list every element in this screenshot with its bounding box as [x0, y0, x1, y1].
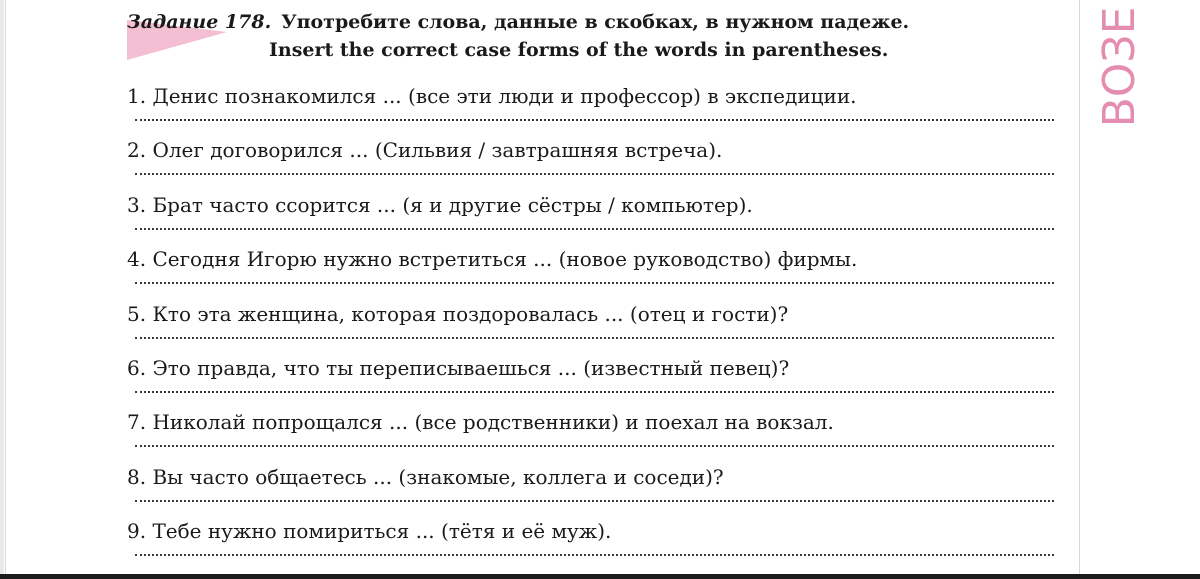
item-text: 7. Николай попрощался ... (все родственники) и поехал на вокзал. [127, 410, 834, 435]
bottom-edge [0, 574, 1200, 579]
exercise-item [127, 190, 1062, 244]
item-text: 6. Это правда, что ты переписываешься ... (известный певец)? [127, 355, 790, 380]
margin-rule [1079, 0, 1080, 579]
answer-line[interactable] [135, 500, 1054, 502]
exercise-item [127, 299, 1062, 353]
answer-line[interactable] [135, 391, 1054, 393]
exercise-item [127, 135, 1062, 189]
instruction-ru: Употребите слова, данные в скобках, в нужном падеже. [281, 11, 910, 33]
side-label [1094, 4, 1145, 129]
answer-line[interactable] [135, 282, 1054, 284]
exercise-number: Задание 178. [127, 11, 272, 33]
answer-line[interactable] [135, 337, 1054, 339]
answer-line[interactable] [135, 554, 1054, 556]
exercise-header [127, 8, 1067, 64]
exercise-item [127, 407, 1062, 461]
instruction-en: Insert the correct case forms of the words in parentheses. [269, 39, 889, 61]
header-line-ru [127, 8, 1067, 36]
answer-line[interactable] [135, 119, 1054, 121]
page-edge-line [5, 0, 6, 579]
answer-line[interactable] [135, 228, 1054, 230]
item-text: 5. Кто эта женщина, которая поздоровалась ... (отец и гости)? [127, 301, 789, 326]
exercise-items [127, 81, 1062, 571]
exercise-item [127, 462, 1062, 516]
item-text: 8. Вы часто общаетесь ... (знакомые, коллега и соседи)? [127, 464, 724, 489]
item-text: 2. Олег договорился ... (Сильвия / завтрашняя встреча). [127, 138, 723, 163]
item-text: 9. Тебе нужно помириться ... (тётя и её муж). [127, 519, 612, 544]
item-text: 3. Брат часто ссорится ... (я и другие сёстры / компьютер). [127, 192, 753, 217]
exercise-item [127, 353, 1062, 407]
page-edge-shadow [0, 0, 4, 579]
exercise-item [127, 244, 1062, 298]
answer-line[interactable] [135, 445, 1054, 447]
item-text: 4. Сегодня Игорю нужно встретиться ... (новое руководство) фирмы. [127, 247, 858, 272]
answer-line[interactable] [135, 173, 1054, 175]
side-label-text: ВОЗЕ [1094, 6, 1145, 127]
exercise-item [127, 81, 1062, 135]
exercise-item [127, 516, 1062, 570]
item-text: 1. Денис познакомился ... (все эти люди и профессор) в экспедиции. [127, 84, 857, 108]
